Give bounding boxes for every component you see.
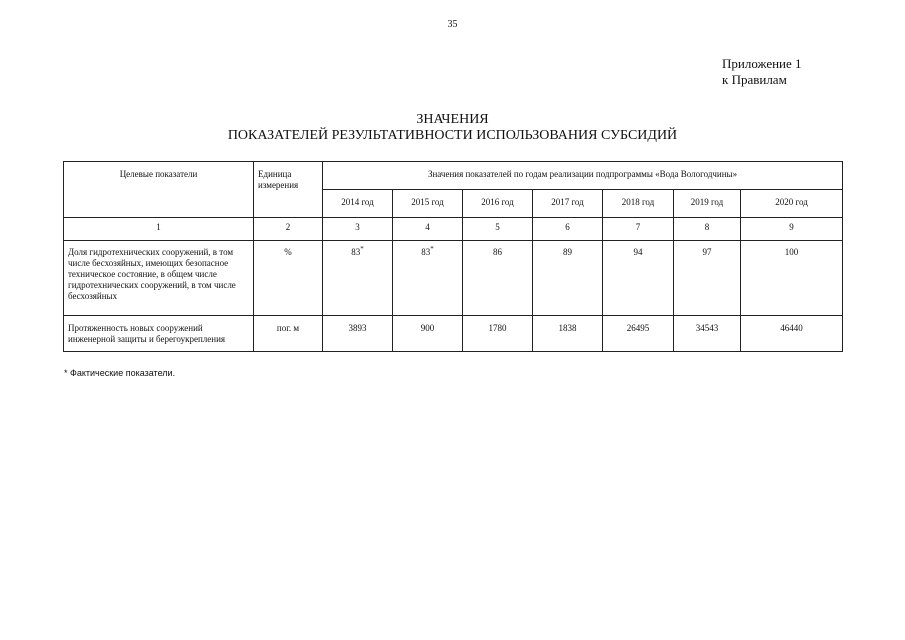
value: 89 bbox=[563, 247, 572, 257]
value: 900 bbox=[420, 323, 435, 333]
value-cell bbox=[741, 241, 843, 316]
column-number: 8 bbox=[674, 218, 741, 241]
value: 1780 bbox=[488, 323, 507, 333]
value: 46440 bbox=[780, 323, 803, 333]
value-cell bbox=[674, 241, 741, 316]
column-number: 4 bbox=[393, 218, 463, 241]
column-number-row bbox=[64, 218, 843, 241]
column-number: 7 bbox=[603, 218, 674, 241]
header-year-2018: 2018 год bbox=[603, 190, 674, 218]
column-number: 2 bbox=[254, 218, 323, 241]
table-row bbox=[64, 241, 843, 316]
footnote-mark: * bbox=[430, 245, 434, 253]
appendix-line-2: к Правилам bbox=[722, 72, 787, 87]
value: 3893 bbox=[348, 323, 367, 333]
footnote-mark: * bbox=[360, 245, 364, 253]
value: 97 bbox=[702, 247, 712, 257]
indicator-name: Протяженность новых сооружений инженерной защиты и берегоукрепления bbox=[64, 316, 254, 352]
header-year-2014: 2014 год bbox=[323, 190, 393, 218]
value-cell bbox=[533, 241, 603, 316]
header-year-2015: 2015 год bbox=[393, 190, 463, 218]
column-number: 6 bbox=[533, 218, 603, 241]
header-indicator: Целевые показатели bbox=[64, 162, 254, 218]
value-cell bbox=[393, 241, 463, 316]
value-cell bbox=[603, 316, 674, 352]
value: 100 bbox=[784, 247, 799, 257]
header-year-2020: 2020 год bbox=[741, 190, 843, 218]
value-cell bbox=[393, 316, 463, 352]
table-row bbox=[64, 316, 843, 352]
header-year-2016: 2016 год bbox=[463, 190, 533, 218]
indicators-table bbox=[63, 161, 843, 352]
header-values-group: Значения показателей по годам реализации подпрограммы «Вода Вологодчины» bbox=[323, 162, 843, 190]
document-title-line-1: ЗНАЧЕНИЯ bbox=[416, 112, 489, 127]
value: 1838 bbox=[558, 323, 577, 333]
value-cell bbox=[603, 241, 674, 316]
value-cell bbox=[741, 316, 843, 352]
indicator-unit: % bbox=[254, 241, 323, 316]
value: 34543 bbox=[695, 323, 719, 333]
indicator-unit: пог. м bbox=[254, 316, 323, 352]
value-cell bbox=[463, 241, 533, 316]
document-title bbox=[0, 112, 905, 144]
value: 83 bbox=[351, 247, 361, 257]
header-year-2017: 2017 год bbox=[533, 190, 603, 218]
value: 83 bbox=[421, 247, 431, 257]
value-cell bbox=[463, 316, 533, 352]
value: 26495 bbox=[626, 323, 650, 333]
header-unit: Единица измерения bbox=[254, 162, 323, 218]
indicator-name: Доля гидротехнических сооружений, в том числе бесхозяйных, имеющих безопасное техническое состояние, в общем числе гидротехнических сооружений, в том числе бесхозяйных bbox=[64, 241, 254, 316]
column-number: 5 bbox=[463, 218, 533, 241]
value: 94 bbox=[633, 247, 643, 257]
value: 86 bbox=[493, 247, 502, 257]
value-cell bbox=[674, 316, 741, 352]
value-cell bbox=[323, 241, 393, 316]
column-number: 3 bbox=[323, 218, 393, 241]
page-number: 35 bbox=[447, 19, 458, 30]
column-number: 1 bbox=[64, 218, 254, 241]
appendix-line-1: Приложение 1 bbox=[722, 56, 802, 71]
column-number: 9 bbox=[741, 218, 843, 241]
header-year-2019: 2019 год bbox=[674, 190, 741, 218]
value-cell bbox=[533, 316, 603, 352]
document-title-line-2: ПОКАЗАТЕЛЕЙ РЕЗУЛЬТАТИВНОСТИ ИСПОЛЬЗОВАНИЯ СУБСИДИЙ bbox=[227, 128, 678, 143]
value-cell bbox=[323, 316, 393, 352]
footnote: * Фактические показатели. bbox=[64, 368, 176, 378]
appendix-reference bbox=[722, 56, 802, 88]
